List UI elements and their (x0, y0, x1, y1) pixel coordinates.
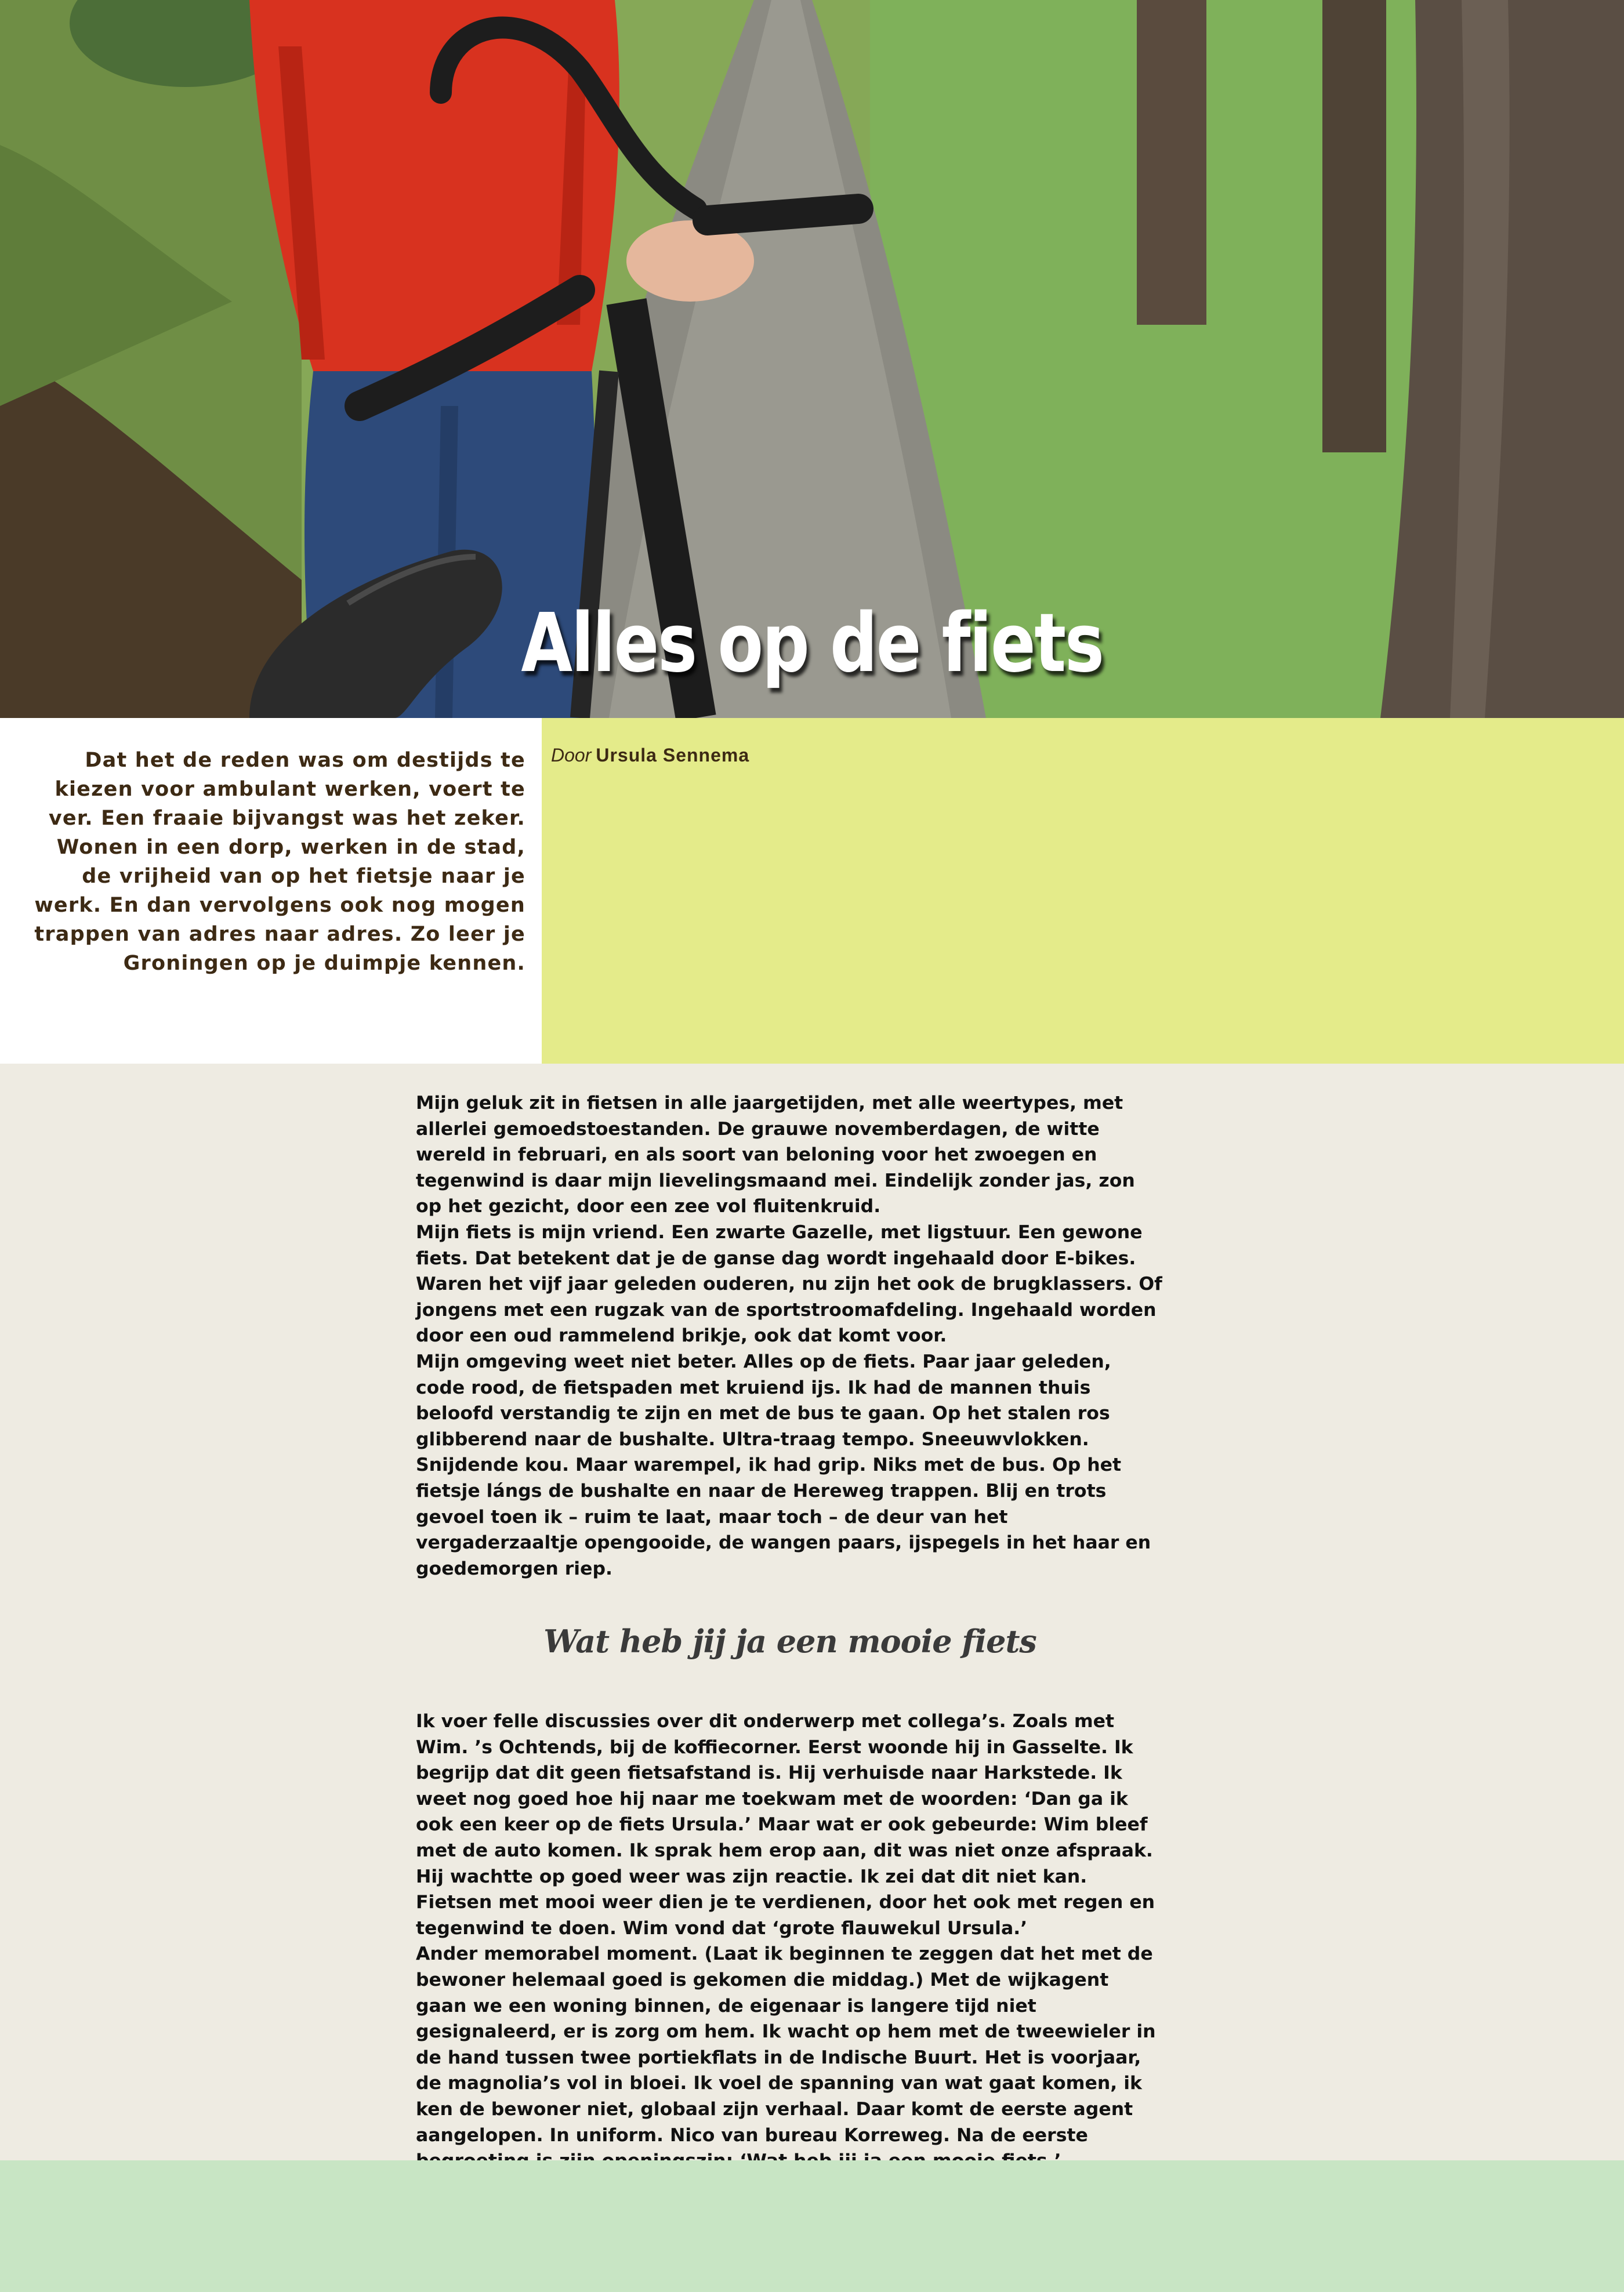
article-body-continued (416, 1709, 1164, 2200)
byline (551, 745, 749, 766)
page-title: Alles op de fiets (521, 596, 1103, 691)
hero-photo (0, 0, 1624, 718)
paragraph: Mijn geluk zit in fietsen in alle jaargetijden, met alle weertypes, met allerlei gemoedstoestanden. De grauwe novemberdagen, de witte wereld in februari, en als soort van beloning voor het zwoegen en tegenwind is daar mijn lievelingsmaand mei. Eindelijk zonder jas, zon op het gezicht, door een zee vol fluitenkruid. (416, 1093, 1135, 1217)
author-name: Ursula Sennema (596, 745, 750, 766)
byline-panel (542, 718, 1624, 1064)
paragraph: Ander memorabel moment. (Laat ik beginnen te zeggen dat het met de bewoner helemaal goed is gekomen die middag.) Met de wijkagent gaan we een woning binnen, de eigenaar is langere tijd niet gesignaleerd, er is zorg om hem. Ik wacht op hem met de tweewieler in de hand tussen twee portiekflats in de Indische Buurt. Het is voorjaar, de magnolia’s vol in bloei. Ik voel de spanning van wat gaat komen, ik ken de bewoner niet, globaal zijn verhaal. Daar komt de eerste agent aangelopen. In uniform. Nico van bureau Korreweg. Na de eerste (416, 1943, 1156, 2146)
paragraph: Mijn omgeving weet niet beter. Alles op de fiets. Paar jaar geleden, code rood, de fietspaden met kruiend ijs. Ik had de mannen thuis beloofd verstandig te zijn en met de bus te gaan. Op het stalen ros glibberend naar de bushalte. Ultra-traag tempo. Sneeuwvlokken. Snijdende kou. Maar warempel, ik had grip. Niks met de bus. Op het fietsje lángs de bushalte en naar de Hereweg trappen. Blij en trots gevoel toen ik – ruim te laat, maar toch – de deur van het vergaderzaaltje opengooide, de wangen paars, ijspegels in het haar en goedemorgen riep. (416, 1351, 1151, 1579)
paragraph: Ik voer felle discussies over dit onderwerp met collega’s. Zoals met Wim. ’s Ochtends, bij de koffiecorner. Eerst woonde hij in Gasselte. Ik begrijp dat dit geen fietsafstand is. Hij verhuisde naar Harkstede. Ik weet nog goed hoe hij naar me toekwam met de woorden: ‘Dan ga ik ook een keer op de fiets Ursula.’ Maar wat er ook gebeurde: Wim bleef met de auto komen. Ik sprak hem erop aan, dit was niet onze afspraak. Hij wachtte op goed weer was zijn reactie. Ik zei dat dit niet kan. Fietsen met mooi weer dien je te verdienen, door het ook met regen en tegenwind te doen. Wim vond dat ‘grote flauwekul Ursula.’ (416, 1711, 1155, 1939)
lead-paragraph: Dat het de reden was om destijds te kiezen voor ambulant werken, voert te ver. Een fraaie bijvangst was het zeker. Wonen in een dorp, werken in de stad, de vrijheid van op het fietsje naar je werk. En dan vervolgens ook nog mogen trappen van adres naar adres. Zo leer je Groningen op je duimpje kennen. (34, 749, 525, 975)
intro-panel (0, 718, 542, 1064)
byline-prefix: Door (551, 745, 592, 766)
section-heading: Wat heb jij ja een mooie fiets (543, 1623, 1036, 1660)
footer-band (0, 2160, 1624, 2292)
article-body (416, 1090, 1164, 1582)
paragraph: Mijn fiets is mijn vriend. Een zwarte Gazelle, met ligstuur. Een gewone fiets. Dat betekent dat je de ganse dag wordt ingehaald door E-bikes. Waren het vijf jaar geleden ouderen, nu zijn het ook de brugklassers. Of jongens met een rugzak van de sportstroomafdeling. Ingehaald worden door een oud rammelend brikje, ook dat komt voor. (416, 1221, 1162, 1347)
